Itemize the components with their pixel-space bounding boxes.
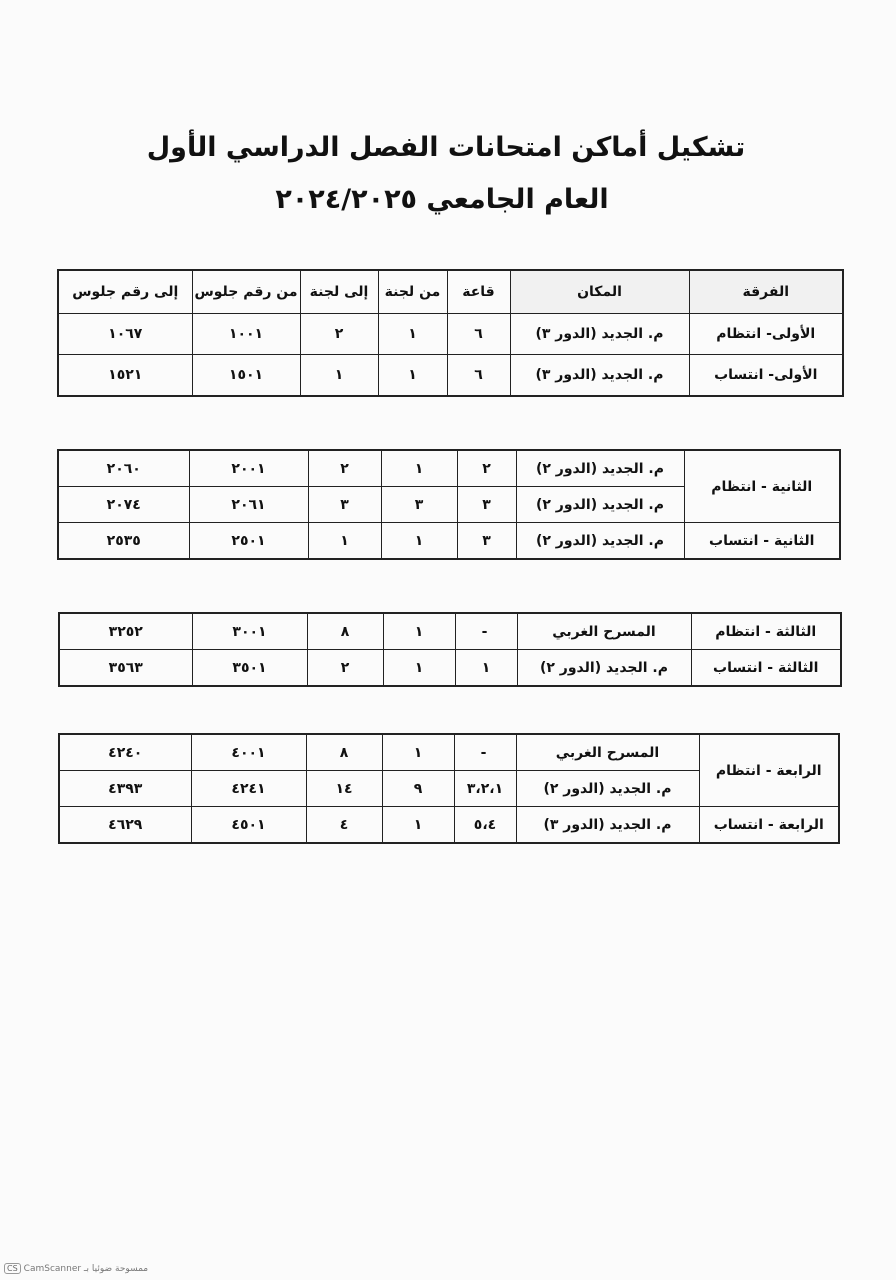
hall-cell: ٢ bbox=[457, 450, 516, 487]
academic-year-title: العام الجامعي ٢٠٢٤/٢٠٢٥ bbox=[275, 184, 609, 215]
from-committee-cell: ٣ bbox=[381, 487, 457, 523]
table-header-row bbox=[58, 270, 843, 314]
table-row bbox=[59, 734, 839, 771]
header-to-seat: إلى رقم جلوس bbox=[58, 270, 192, 314]
group-cell: الرابعة - انتساب bbox=[699, 807, 839, 844]
header-to-committee: إلى لجنة bbox=[300, 270, 378, 314]
from-committee-cell: ١ bbox=[382, 807, 454, 844]
header-group: الفرقة bbox=[689, 270, 843, 314]
scanner-text: CamScanner ممسوحة ضوئيا بـ bbox=[23, 1264, 149, 1274]
table-row bbox=[58, 523, 840, 560]
from-committee-cell: ٩ bbox=[382, 771, 454, 807]
to-seat-cell: ٢٠٧٤ bbox=[58, 487, 189, 523]
to-committee-cell: ٤ bbox=[306, 807, 382, 844]
table-row bbox=[58, 450, 840, 487]
document-title: تشكيل أماكن امتحانات الفصل الدراسي الأول bbox=[146, 132, 746, 163]
header-hall: قاعة bbox=[447, 270, 510, 314]
to-committee-cell: ١ bbox=[300, 355, 378, 397]
to-committee-cell: ٢ bbox=[308, 450, 381, 487]
scanner-watermark bbox=[4, 1263, 148, 1274]
header-from-committee: من لجنة bbox=[378, 270, 447, 314]
from-seat-cell: ٤٢٤١ bbox=[191, 771, 306, 807]
table-row bbox=[58, 355, 843, 397]
from-seat-cell: ٣٥٠١ bbox=[192, 650, 307, 687]
group-cell: الثالثة - انتساب bbox=[691, 650, 841, 687]
from-seat-cell: ١٠٠١ bbox=[192, 314, 300, 355]
group-cell: الأولى- انتساب bbox=[689, 355, 843, 397]
camscanner-icon: CS bbox=[4, 1263, 21, 1274]
hall-cell: ٣ bbox=[457, 523, 516, 560]
group-cell: الأولى- انتظام bbox=[689, 314, 843, 355]
to-seat-cell: ٢٥٣٥ bbox=[58, 523, 189, 560]
from-seat-cell: ٢٠٠١ bbox=[189, 450, 308, 487]
header-from-seat: من رقم جلوس bbox=[192, 270, 300, 314]
from-committee-cell: ١ bbox=[378, 355, 447, 397]
table-row bbox=[58, 314, 843, 355]
header-place: المكان bbox=[510, 270, 689, 314]
from-seat-cell: ٣٠٠١ bbox=[192, 613, 307, 650]
place-cell: م. الجديد (الدور ٢) bbox=[516, 450, 684, 487]
fourth-year-table bbox=[58, 733, 840, 844]
to-committee-cell: ١٤ bbox=[306, 771, 382, 807]
to-seat-cell: ٤٦٢٩ bbox=[59, 807, 191, 844]
to-committee-cell: ٣ bbox=[308, 487, 381, 523]
hall-cell: ٥،٤ bbox=[454, 807, 516, 844]
to-committee-cell: ١ bbox=[308, 523, 381, 560]
to-committee-cell: ٢ bbox=[300, 314, 378, 355]
to-seat-cell: ٣٥٦٣ bbox=[59, 650, 192, 687]
from-seat-cell: ٤٠٠١ bbox=[191, 734, 306, 771]
third-year-table bbox=[58, 612, 842, 687]
place-cell: م. الجديد (الدور ٣) bbox=[510, 355, 689, 397]
from-committee-cell: ١ bbox=[381, 523, 457, 560]
first-year-table bbox=[57, 269, 844, 397]
from-committee-cell: ١ bbox=[383, 613, 455, 650]
from-committee-cell: ١ bbox=[382, 734, 454, 771]
hall-cell: ٦ bbox=[447, 314, 510, 355]
to-seat-cell: ١٠٦٧ bbox=[58, 314, 192, 355]
place-cell: م. الجديد (الدور ٢) bbox=[517, 650, 691, 687]
place-cell: م. الجديد (الدور ٢) bbox=[516, 771, 699, 807]
to-committee-cell: ٨ bbox=[306, 734, 382, 771]
place-cell: م. الجديد (الدور ٢) bbox=[516, 523, 684, 560]
group-cell: الرابعة - انتظام bbox=[699, 734, 839, 807]
place-cell: م. الجديد (الدور ٢) bbox=[516, 487, 684, 523]
from-seat-cell: ٢٥٠١ bbox=[189, 523, 308, 560]
from-committee-cell: ١ bbox=[378, 314, 447, 355]
group-cell: الثانية - انتظام bbox=[684, 450, 840, 523]
from-seat-cell: ٤٥٠١ bbox=[191, 807, 306, 844]
second-year-table bbox=[57, 449, 841, 560]
place-cell: م. الجديد (الدور ٣) bbox=[516, 807, 699, 844]
place-cell: م. الجديد (الدور ٣) bbox=[510, 314, 689, 355]
group-cell: الثالثة - انتظام bbox=[691, 613, 841, 650]
group-cell: الثانية - انتساب bbox=[684, 523, 840, 560]
hall-cell: ٣،٢،١ bbox=[454, 771, 516, 807]
from-seat-cell: ٢٠٦١ bbox=[189, 487, 308, 523]
to-committee-cell: ٢ bbox=[307, 650, 383, 687]
hall-cell: - bbox=[454, 734, 516, 771]
from-committee-cell: ١ bbox=[381, 450, 457, 487]
table-row bbox=[59, 613, 841, 650]
to-seat-cell: ١٥٢١ bbox=[58, 355, 192, 397]
hall-cell: ١ bbox=[455, 650, 517, 687]
from-seat-cell: ١٥٠١ bbox=[192, 355, 300, 397]
to-committee-cell: ٨ bbox=[307, 613, 383, 650]
hall-cell: - bbox=[455, 613, 517, 650]
place-cell: المسرح الغربي bbox=[517, 613, 691, 650]
table-row bbox=[59, 807, 839, 844]
to-seat-cell: ٢٠٦٠ bbox=[58, 450, 189, 487]
from-committee-cell: ١ bbox=[383, 650, 455, 687]
place-cell: المسرح الغربي bbox=[516, 734, 699, 771]
to-seat-cell: ٤٣٩٣ bbox=[59, 771, 191, 807]
hall-cell: ٦ bbox=[447, 355, 510, 397]
to-seat-cell: ٤٢٤٠ bbox=[59, 734, 191, 771]
hall-cell: ٣ bbox=[457, 487, 516, 523]
to-seat-cell: ٣٢٥٢ bbox=[59, 613, 192, 650]
table-row bbox=[59, 650, 841, 687]
